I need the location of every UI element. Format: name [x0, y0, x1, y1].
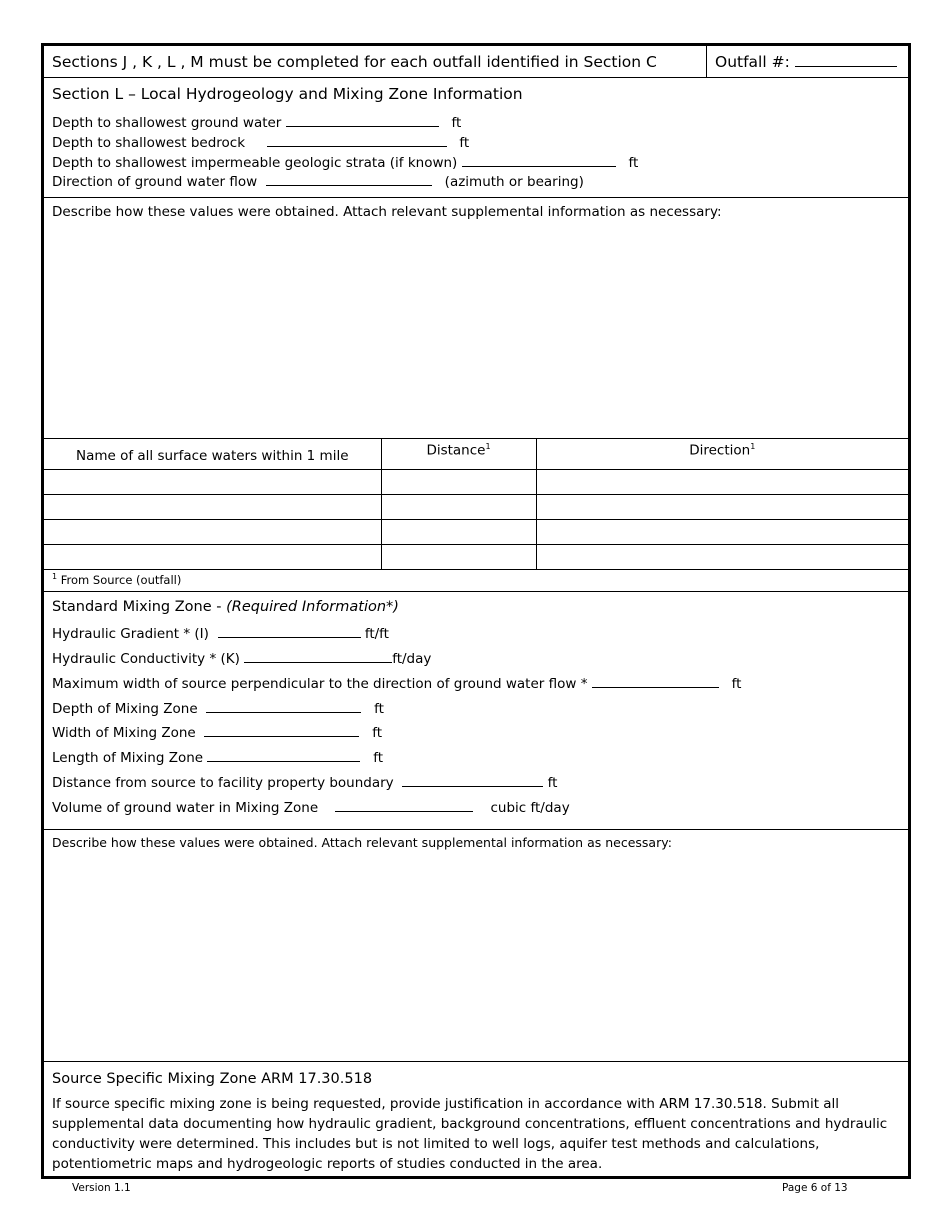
field-length-mixing-zone: Length of Mixing Zone ft — [52, 750, 384, 766]
distance-cell[interactable] — [381, 495, 536, 520]
describe-instruction-1: Describe how these values were obtained. Attach relevant supplemental information as necessary: — [52, 204, 722, 220]
field-depth-bedrock: Depth to shallowest bedrock ft — [52, 135, 470, 151]
hydraulic-gradient-input[interactable] — [218, 636, 361, 638]
field-distance-boundary: Distance from source to facility property boundary ft — [52, 775, 558, 791]
depth-impermeable-input[interactable] — [462, 165, 616, 167]
distance-cell[interactable] — [381, 470, 536, 495]
field-flow-direction: Direction of ground water flow (azimuth or bearing) — [52, 174, 584, 190]
describe-instruction-2: Describe how these values were obtained. Attach relevant supplemental information as necessary: — [52, 835, 672, 850]
field-max-width-source: Maximum width of source perpendicular to the direction of ground water flow * ft — [52, 676, 742, 692]
flow-direction-input[interactable] — [266, 184, 432, 186]
direction-cell[interactable] — [536, 495, 908, 520]
distance-cell[interactable] — [381, 545, 536, 570]
version-label: Version 1.1 — [72, 1182, 131, 1194]
table-row — [44, 545, 908, 570]
source-specific-title: Source Specific Mixing Zone ARM 17.30.518 — [52, 1071, 373, 1087]
field-depth-ground-water: Depth to shallowest ground water ft — [52, 115, 462, 131]
standard-zone-title: Standard Mixing Zone - (Required Information*) — [52, 599, 399, 615]
length-mixing-zone-input[interactable] — [207, 760, 360, 762]
section-l-block — [44, 78, 908, 198]
surface-water-name-cell[interactable] — [44, 520, 381, 545]
hydraulic-conductivity-input[interactable] — [244, 661, 392, 663]
source-specific-body: If source specific mixing zone is being requested, provide justification in accordance with ARM 17.30.518. Submit all supplemental data documenting how hydraulic gradient, background concentrations, effluent concentrations and hydraulic conductivity were determined. This includes but is not limited to well logs, aquifer test methods and calculations, potentiometric maps and hydrogeologic reports of studies conducted in the area. — [52, 1096, 888, 1172]
section-l-title: Section L – Local Hydrogeology and Mixing Zone Information — [52, 85, 523, 103]
distance-cell[interactable] — [381, 520, 536, 545]
width-mixing-zone-input[interactable] — [204, 735, 359, 737]
table-row — [44, 520, 908, 545]
depth-bedrock-input[interactable] — [267, 145, 447, 147]
field-depth-impermeable: Depth to shallowest impermeable geologic strata (if known) ft — [52, 155, 639, 171]
application-form — [41, 43, 911, 1179]
footnote-row — [44, 569, 908, 592]
outfall-label: Outfall #: — [715, 53, 897, 71]
max-width-source-input[interactable] — [592, 686, 719, 688]
direction-cell[interactable] — [536, 545, 908, 570]
field-hydraulic-gradient: Hydraulic Gradient * (I) ft/ft — [52, 626, 389, 642]
distance-boundary-input[interactable] — [402, 785, 543, 787]
direction-cell[interactable] — [536, 520, 908, 545]
field-volume-ground-water: Volume of ground water in Mixing Zone cubic ft/day — [52, 800, 570, 816]
volume-ground-water-input[interactable] — [335, 810, 473, 812]
outfall-number-field[interactable] — [795, 65, 897, 67]
surface-waters-table — [44, 438, 908, 570]
sections-instruction: Sections J , K , L , M must be completed for each outfall identified in Section C — [52, 53, 657, 71]
table-row — [44, 470, 908, 495]
depth-ground-water-input[interactable] — [286, 125, 439, 127]
field-depth-mixing-zone: Depth of Mixing Zone ft — [52, 701, 384, 717]
field-width-mixing-zone: Width of Mixing Zone ft — [52, 725, 383, 741]
direction-cell[interactable] — [536, 470, 908, 495]
describe-area-2[interactable] — [44, 830, 908, 1062]
footnote: $^1$ From Source (outfall) — [52, 572, 182, 587]
outfall-cell — [706, 46, 909, 78]
table-row — [44, 495, 908, 520]
standard-mixing-zone-block — [44, 592, 908, 830]
surface-water-name-cell[interactable] — [44, 470, 381, 495]
field-hydraulic-conductivity: Hydraulic Conductivity * (K) ft/day — [52, 651, 432, 667]
header-direction: Direction$^1$ — [536, 439, 908, 470]
header-surface-waters: Name of all surface waters within 1 mile — [44, 439, 381, 470]
surface-water-name-cell[interactable] — [44, 545, 381, 570]
describe-area-1[interactable] — [44, 198, 908, 438]
table-header-row — [44, 439, 908, 470]
source-specific-block — [44, 1062, 908, 1176]
form-header — [44, 46, 908, 78]
depth-mixing-zone-input[interactable] — [206, 711, 361, 713]
header-distance: Distance$^1$ — [381, 439, 536, 470]
page-number: Page 6 of 13 — [782, 1182, 848, 1194]
surface-water-name-cell[interactable] — [44, 495, 381, 520]
